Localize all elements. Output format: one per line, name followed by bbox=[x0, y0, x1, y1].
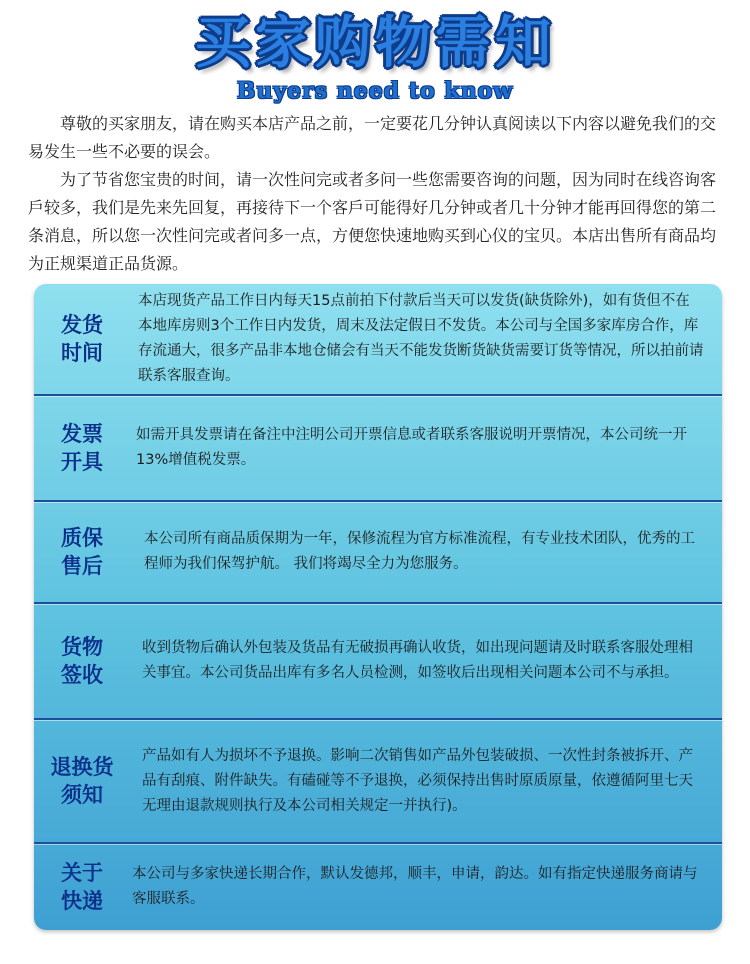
section-text: 本店现货产品工作日内每天15点前拍下付款后当天可以发货(缺货除外)，如有货但不在本地库房则3个工作日内发货，周末及法定假日不发货。本公司与全国多家库房合作，库存流通大，很多产品非本地仓储会有当天不能发货断货缺货需要订货等情况，所以拍前请联系客服查询。 bbox=[138, 293, 704, 384]
section-invoice bbox=[34, 396, 722, 500]
section-label-line: 须知 bbox=[61, 783, 103, 807]
page-subtitle: Buyers need to know bbox=[236, 78, 514, 104]
section-returns bbox=[34, 720, 722, 842]
intro bbox=[0, 104, 750, 278]
section-text: 产品如有人为损坏不予退换。影响二次销售如产品外包装破损、一次性封条被拆开、产品有刮痕、附件缺失。有磕碰等不予退换，必须保持出售时原质原量，依遵循阿里七天无理由退款规则执行及本公司相关规定一并执行)。 bbox=[142, 747, 693, 814]
page-title: 买家购物需知 bbox=[195, 11, 555, 76]
section-warranty bbox=[34, 502, 722, 602]
section-text: 本公司与多家快递长期合作，默认发德邦，顺丰，申请，韵达。如有指定快递服务商请与客服联系。 bbox=[132, 866, 698, 907]
section-label bbox=[34, 311, 130, 367]
intro-paragraph-2: 为了节省您宝贵的时间，请一次性问完或者多问一些您需要咨询的问题，因为同时在线咨询客戶较多，我们是先来先回复，再接待下一个客戶可能得好几分钟或者几十分钟才能再回得您的第二条消息，所以您一次性问完或者问多一点，方便您快速地购买到心仪的宝贝。本店出售所有商品均为正规渠道正品货源。 bbox=[28, 170, 717, 273]
section-label-line: 货物 bbox=[61, 635, 103, 659]
section-label-line: 质保 bbox=[61, 526, 103, 550]
section-text: 本公司所有商品质保期为一年，保修流程为官方标准流程，有专业技术团队，优秀的工程师为我们保驾护航。 我们将竭尽全力为您服务。 bbox=[144, 531, 695, 572]
header bbox=[0, 0, 750, 104]
section-label-line: 开具 bbox=[61, 450, 103, 474]
section-label bbox=[34, 524, 130, 580]
section-label bbox=[34, 859, 130, 915]
section-courier bbox=[34, 844, 722, 930]
section-label-line: 时间 bbox=[61, 341, 103, 365]
section-label-line: 售后 bbox=[61, 554, 103, 578]
section-label-line: 快递 bbox=[61, 889, 103, 913]
section-label-line: 发货 bbox=[61, 313, 103, 337]
section-receipt bbox=[34, 604, 722, 718]
section-label-line: 签收 bbox=[61, 663, 103, 687]
section-text: 如需开具发票请在备注中注明公司开票信息或者联系客服说明开票情况，本公司统一开13%增值税发票。 bbox=[136, 427, 687, 468]
section-label bbox=[34, 633, 130, 689]
notice-panel bbox=[34, 284, 722, 930]
section-label-line: 发票 bbox=[61, 422, 103, 446]
intro-paragraph-1: 尊敬的买家朋友，请在购买本店产品之前，一定要花几分钟认真阅读以下内容以避免我们的交易发生一些不必要的误会。 bbox=[28, 114, 717, 161]
section-label-line: 退换货 bbox=[50, 755, 114, 779]
section-label bbox=[34, 420, 130, 476]
section-label bbox=[34, 753, 130, 809]
section-shipping-time bbox=[34, 284, 722, 394]
section-label-line: 关于 bbox=[61, 861, 103, 885]
section-text: 收到货物后确认外包装及货品有无破损再确认收货，如出现问题请及时联系客服处理相关事宜。本公司货品出库有多名人员检测，如签收后出现相关问题本公司不与承担。 bbox=[142, 640, 693, 681]
